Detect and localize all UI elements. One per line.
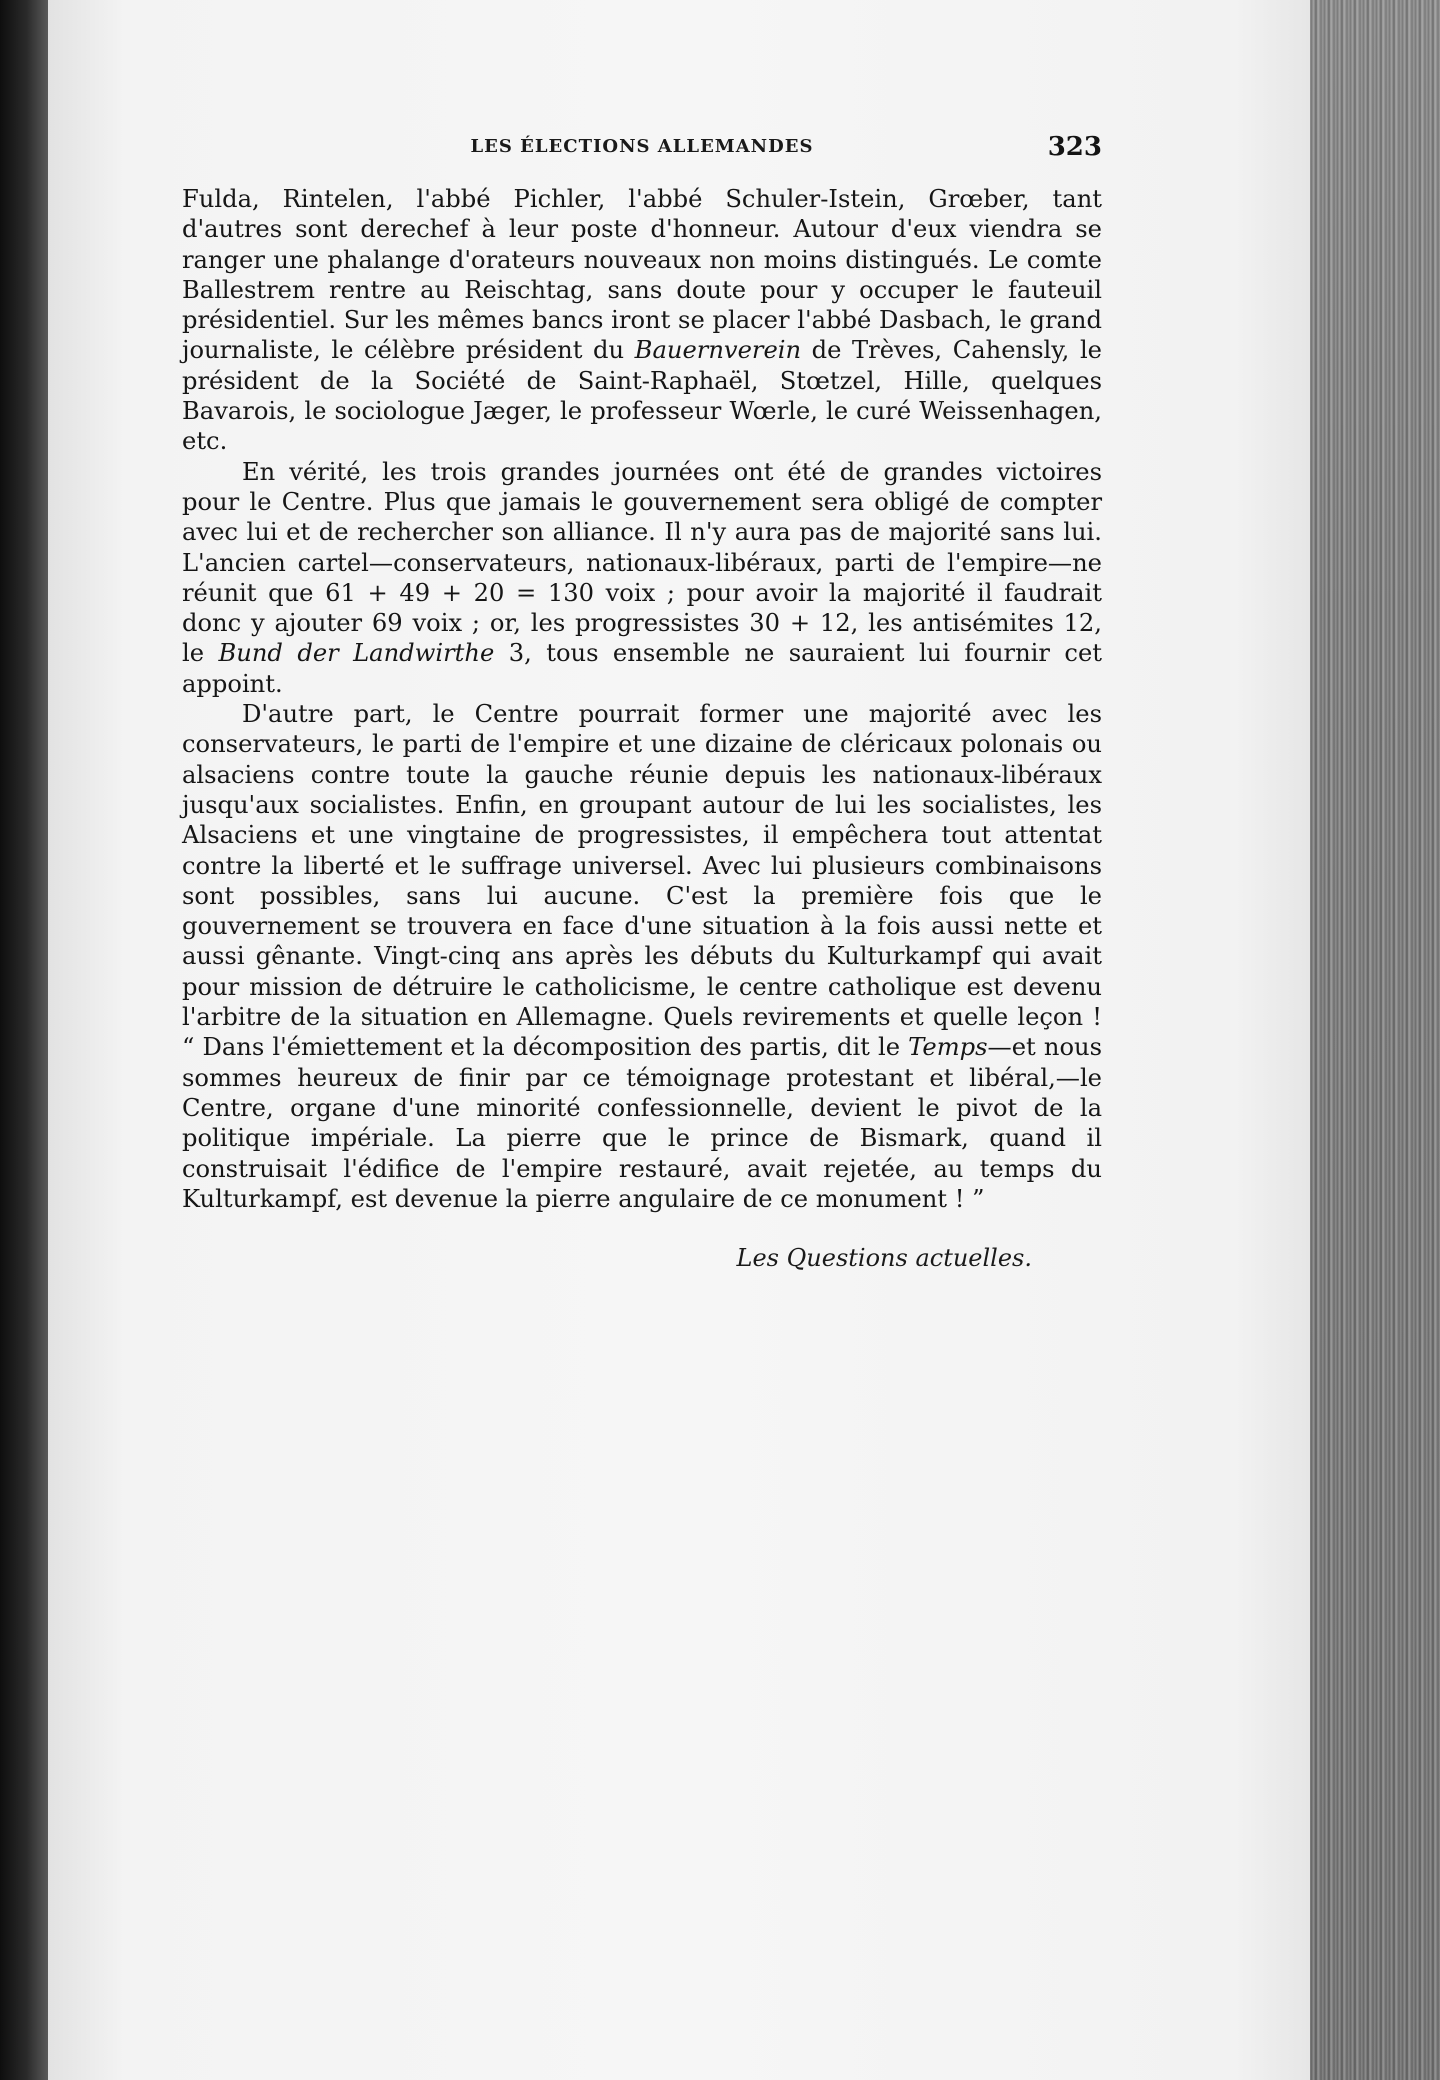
source-attribution: Les Questions actuelles. — [736, 1244, 1032, 1273]
paragraph-text: En vérité, les trois grandes journées ont été de grandes victoires pour le Centre. Plus que jamais le gouvernement sera obligé de compter avec lui et de rechercher son alliance. Il n'y aura pas de majorité sans lui. L'ancien cartel—conservateurs, nationaux-libéraux, parti de l'empire—ne réunit que 61 + 49 + 20 = 130 voix ; pour avoir la majorité il faudrait donc y ajouter 69 voix ; or, les progressistes 30 + 12, les antisémites 12, le — [182, 457, 1102, 668]
running-head — [182, 130, 1102, 166]
page-number: 323 — [1047, 132, 1102, 162]
paragraph — [182, 457, 1102, 699]
paragraph-continuation — [182, 184, 1102, 457]
book-page-edges — [1310, 0, 1440, 2080]
paragraph — [182, 699, 1102, 1214]
paragraph-text: de Trèves, Cahensly, le président de la Société de Saint-Raphaël, Stœtzel, Hille, quelques Bavarois, le sociologue Jæger, le professeur Wœrle, le curé Weissenhagen, etc. — [182, 336, 1103, 456]
italic-term: Bund der Landwirthe — [218, 639, 495, 668]
body-text — [182, 184, 1102, 1214]
italic-term: Bauernverein — [634, 336, 802, 365]
paragraph-text: 3, tous ensemble ne sauraient lui fournir cet appoint. — [182, 639, 1102, 698]
paragraph-text: D'autre part, le Centre pourrait former une majorité avec les conservateurs, le parti de l'empire et une dizaine de cléricaux polonais ou alsaciens contre toute la gauche réunie depuis les nationaux-libéraux jusqu'aux socialistes. Enfin, en groupant autour de lui les socialistes, les Alsaciens et une vingtaine de progressistes, il empêchera tout attentat contre la liberté et le suffrage universel. Avec lui plusieurs combinaisons sont possibles, sans lui aucune. C'est la première fois que le gouvernement se trouvera en face d'une situation à la fois aussi nette et aussi gênante. Vingt-cinq ans après les débuts du Kulturkampf qui avait pour mission de détruire le catholicisme, le centre catholique est devenu l'arbitre de la situation en Allemagne. Quels revirements et quelle leçon ! “ Dans l'émiettement et la décomposition des partis, dit le — [182, 700, 1102, 1062]
paragraph-text: Fulda, Rintelen, l'abbé Pichler, l'abbé Schuler-Istein, Grœber, tant d'autres sont derechef à leur poste d'honneur. Autour d'eux viendra se ranger une phalange d'orateurs nouveaux non moins distingués. Le comte Ballestrem rentre au Reischtag, sans doute pour y occuper le fauteuil présidentiel. Sur les mêmes bancs iront se placer l'abbé Dasbach, le grand journaliste, le célèbre président du — [182, 185, 1102, 365]
book-page — [48, 0, 1310, 2080]
text-block — [182, 130, 1102, 2030]
italic-term: Temps — [908, 1033, 988, 1062]
book-gutter-shadow — [0, 0, 48, 2080]
running-title: LES ÉLECTIONS ALLEMANDES — [470, 136, 814, 157]
paragraph-text: —et nous sommes heureux de finir par ce témoignage protestant et libéral,—le Centre, organe d'une minorité confessionnelle, devient le pivot de la politique impériale. La pierre que le prince de Bismark, quand il construisait l'édifice de l'empire restauré, avait rejetée, au temps du Kulturkampf, est devenue la pierre angulaire de ce monument ! ” — [182, 1033, 1102, 1213]
